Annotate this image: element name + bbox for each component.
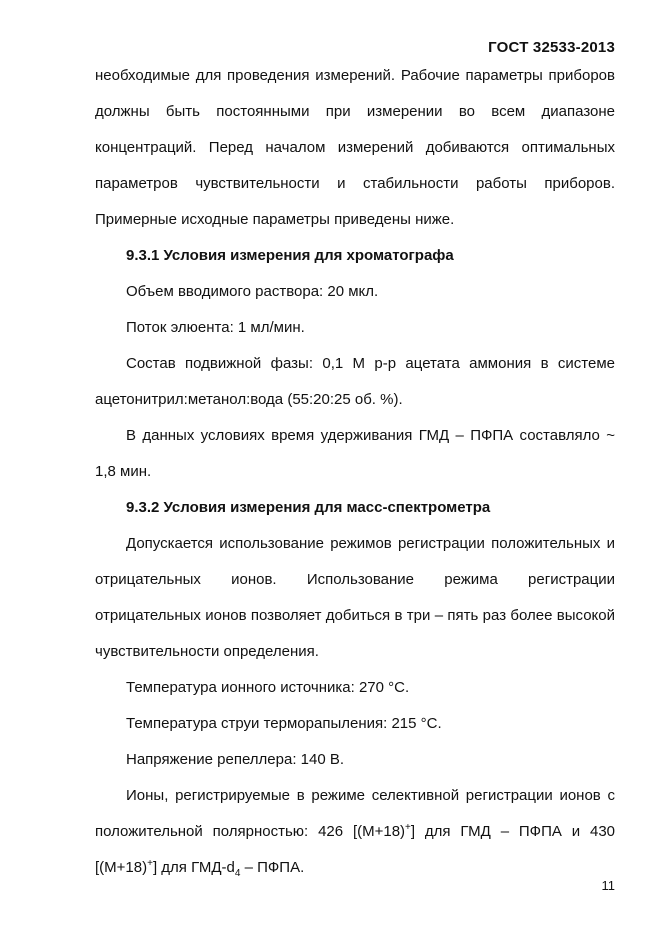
ions-text-part-1: Ионы, регистрируемые в режиме селективной регистрации ионов с положительной полярностью: 426 [(М+18): [95, 787, 615, 840]
paragraph-mobile-phase: Состав подвижной фазы: 0,1 М р-р ацетата аммония в системе ацетонитрил:метанол:вода (55:20:25 об. %).: [95, 355, 615, 408]
page-number: 11: [601, 878, 615, 893]
paragraph-eluent-flow: Поток элюента: 1 мл/мин.: [126, 319, 305, 336]
paragraph-selected-ions: [95, 778, 615, 886]
paragraph-injection-volume: Объем вводимого раствора: 20 мкл.: [126, 283, 379, 300]
ions-text-part-2: ] для ГМД – ПФПА и 430 [(М+18): [95, 823, 615, 876]
ions-superscript-1: +: [405, 822, 411, 833]
paragraph-ion-source-temperature: Температура ионного источника: 270 °С.: [126, 679, 410, 696]
paragraph-ion-modes: Допускается использование режимов регистрации положительных и отрицательных ионов. Использование режима регистрации отрицательных ионов позволяет добиться в три – пять раз более высокой чувствительности определения.: [95, 535, 615, 660]
ions-text-part-3: ] для ГМД-d: [152, 859, 235, 876]
ions-superscript-2: +: [147, 858, 153, 869]
paragraph-spray-temperature: Температура струи терморапыления: 215 °С.: [126, 715, 442, 732]
paragraph-repeller-voltage: Напряжение репеллера: 140 В.: [126, 751, 345, 768]
section-heading-mass-spectrometer: 9.3.2 Условия измерения для масс-спектрометра: [126, 499, 491, 516]
ions-subscript-1: 4: [234, 868, 241, 879]
section-heading-chromatograph: 9.3.1 Условия измерения для хроматографа: [126, 247, 454, 264]
paragraph-retention-time: В данных условиях время удерживания ГМД – ПФПА составляло ~ 1,8 мин.: [95, 427, 615, 480]
document-standard-number: ГОСТ 32533-2013: [488, 39, 615, 56]
document-body: [95, 58, 615, 886]
paragraph-instrument-parameters: необходимые для проведения измерений. Рабочие параметры приборов должны быть постоянными при измерении во всем диапазоне концентраций. Перед началом измерений добиваются оптимальных параметров чувствительности и стабильности работы приборов. Примерные исходные параметры приведены ниже.: [95, 67, 615, 228]
ions-text-part-4: – ПФПА.: [240, 859, 305, 876]
